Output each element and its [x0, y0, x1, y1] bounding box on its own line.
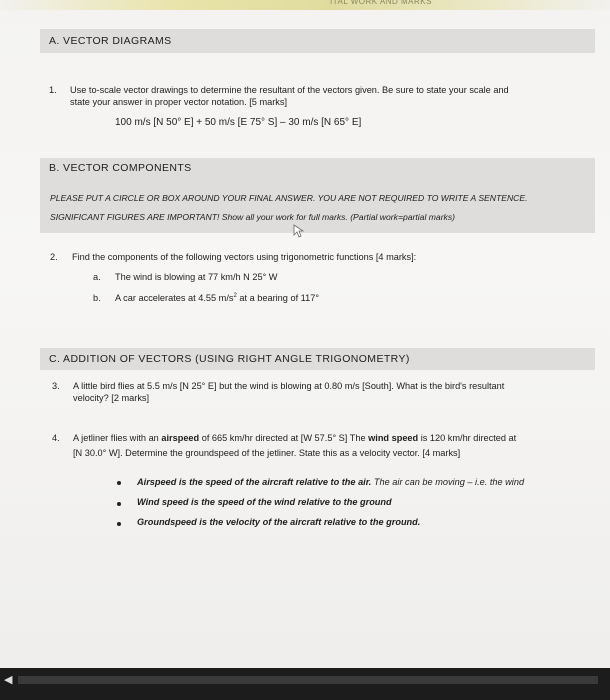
q4-line1-e: is 120 km/hr directed at [418, 433, 517, 443]
q4-line2: [N 30.0° W]. Determine the groundspeed of the jetliner. State this as a velocity vector. [4 marks] [73, 448, 461, 458]
q4-number: 4. [52, 433, 60, 443]
bullet-1-rest: The air can be moving – i.e. the wind [371, 477, 525, 487]
q2-text: Find the components of the following vectors using trigonometric functions [4 marks]: [72, 252, 417, 262]
section-b-note2: SIGNIFICANT FIGURES ARE IMPORTANT! Show all your work for full marks. (Partial work=partial marks) [50, 212, 456, 222]
viewer-bottom-bar [0, 668, 610, 700]
q2a-label: a. [93, 272, 101, 282]
bullet-dot [117, 481, 121, 485]
q2b-text [115, 293, 319, 304]
section-b-note1: PLEASE PUT A CIRCLE OR BOX AROUND YOUR FINAL ANSWER. YOU ARE NOT REQUIRED TO WRITE A SENTENCE. [50, 193, 528, 203]
q4-windspeed-bold: wind speed [368, 433, 419, 443]
q4-airspeed-bold: airspeed [161, 433, 200, 443]
q4-line1-a: A jetliner flies with an [73, 433, 162, 443]
q2-number: 2. [50, 252, 58, 262]
section-b-header: B. VECTOR COMPONENTS [40, 158, 595, 179]
q2b-text-post: at a bearing of 117° [236, 293, 319, 304]
q4-bullet-2: Wind speed is the speed of the wind relative to the ground [137, 497, 392, 507]
q4-line1 [73, 433, 516, 444]
q1-line1: Use to-scale vector drawings to determine the resultant of the vectors given. Be sure to state your scale and [70, 85, 509, 95]
q2b-superscript: 2 [233, 293, 237, 299]
q2b-label: b. [93, 293, 101, 303]
left-arrow-icon[interactable]: ◀ [4, 674, 13, 686]
q2b-text-pre: A car accelerates at 4.55 m/s [115, 293, 234, 304]
q3-line1: A little bird flies at 5.5 m/s [N 25° E] but the wind is blowing at 0.80 m/s [South]. What is the bird's resultant [73, 381, 505, 391]
section-c-header: C. ADDITION OF VECTORS (USING RIGHT ANGLE TRIGONOMETRY) [40, 348, 595, 370]
top-strip [0, 0, 610, 10]
section-b-notes-band [40, 179, 595, 233]
top-strip-text: ITAL WORK AND MARKS [330, 0, 432, 6]
q3-number: 3. [52, 381, 60, 391]
q4-bullet-3: Groundspeed is the velocity of the aircraft relative to the ground. [137, 517, 421, 527]
bullet-dot [117, 502, 121, 506]
q1-expression: 100 m/s [N 50° E] + 50 m/s [E 75° S] – 30 m/s [N 65° E] [115, 117, 362, 128]
horizontal-scrollbar[interactable] [18, 676, 598, 684]
mouse-pointer-icon [293, 224, 305, 238]
q4-line1-c: of 665 km/hr directed at [W 57.5° S] The [199, 433, 369, 443]
bullet-dot [117, 522, 121, 526]
q3-line2: velocity? [2 marks] [73, 393, 150, 403]
q2a-text: The wind is blowing at 77 km/h N 25° W [115, 272, 278, 282]
bullet-1-bold: Airspeed is the speed of the aircraft relative to the air. [137, 477, 372, 487]
q4-bullet-1 [137, 477, 524, 488]
section-a-header: A. VECTOR DIAGRAMS [40, 29, 595, 53]
q1-number: 1. [49, 85, 57, 95]
q1-line2: state your answer in proper vector notation. [5 marks] [70, 97, 288, 107]
